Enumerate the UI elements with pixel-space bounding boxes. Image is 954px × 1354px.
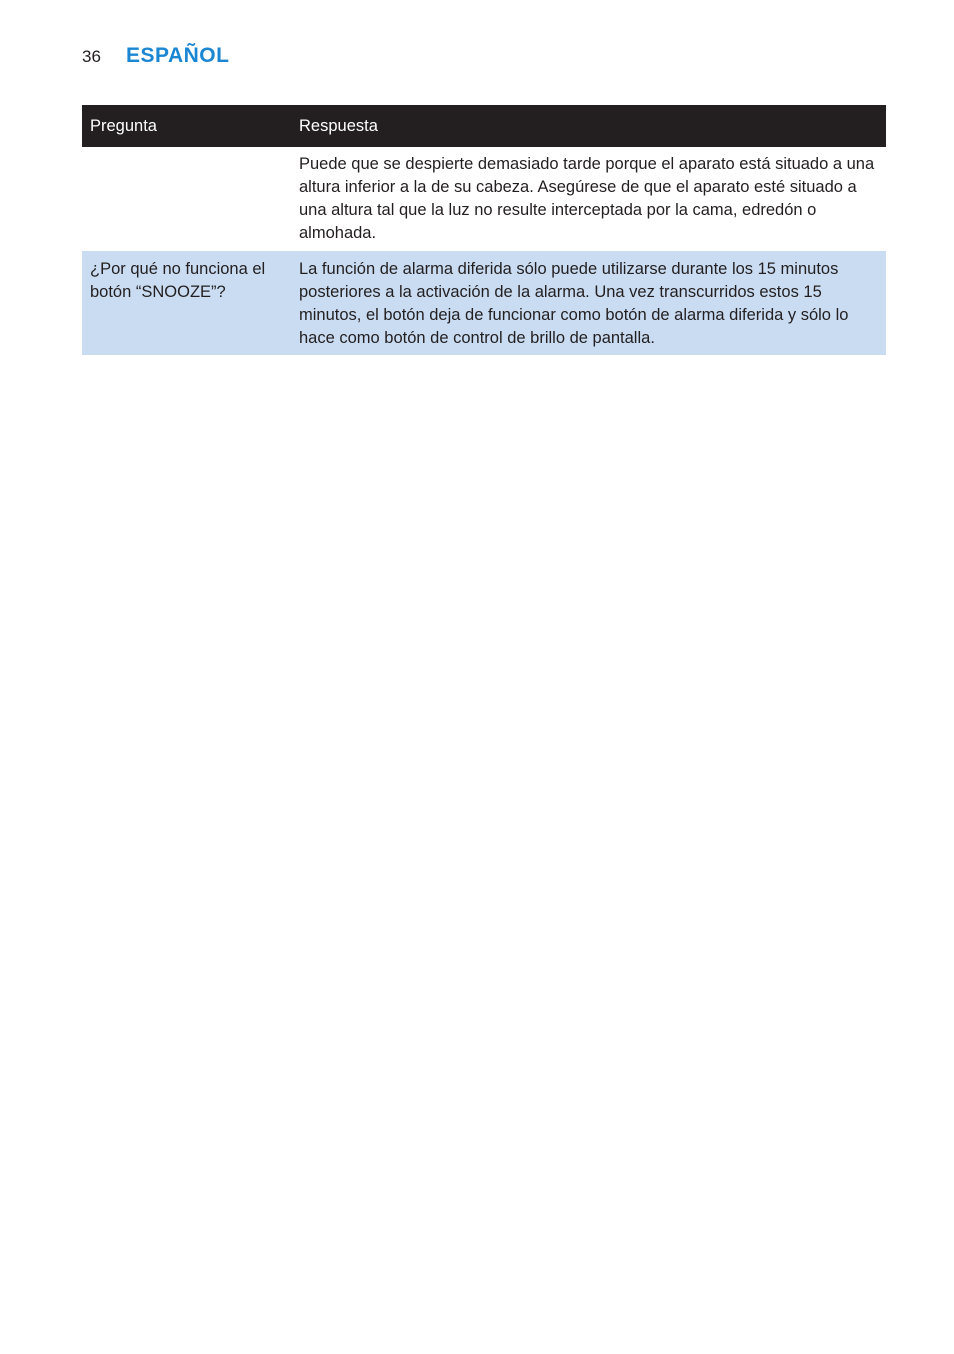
section-title: ESPAÑOL [126,44,230,67]
question-cell [82,147,291,251]
table-header-row [82,105,886,147]
page-number: 36 [82,47,101,66]
question-cell: ¿Por qué no funciona el botón “SNOOZE”? [82,251,291,355]
column-header-question: Pregunta [82,105,291,147]
answer-cell: Puede que se despierte demasiado tarde porque el aparato está situado a una altura inferior a la de su cabeza. Asegúrese de que el aparato esté situado a una altura tal que la luz no resulte interceptada por la cama, edredón o almohada. [291,147,886,251]
faq-table [82,105,886,355]
column-header-answer: Respuesta [291,105,886,147]
table-row [82,147,886,251]
page-header [82,44,229,68]
table-row [82,251,886,355]
answer-cell: La función de alarma diferida sólo puede utilizarse durante los 15 minutos posteriores a la activación de la alarma. Una vez transcurridos estos 15 minutos, el botón deja de funcionar como botón de alarma diferida y sólo lo hace como botón de control de brillo de pantalla. [291,251,886,355]
